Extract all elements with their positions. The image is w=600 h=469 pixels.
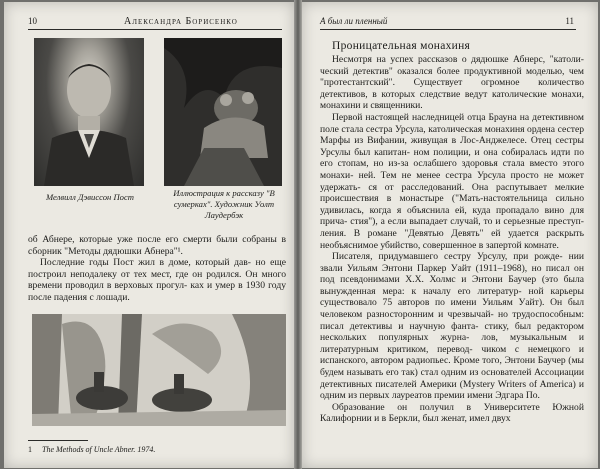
right-page-number: 11	[565, 16, 574, 26]
left-paragraph-2: Последние годы Пост жил в доме, который дав- но еще построил неподалеку от тех мест, где он родился. Он много времени проводил в верховых прогул- ках и умер в 1930 году после падения с лошади.	[28, 257, 286, 303]
footnote	[28, 445, 155, 454]
right-paragraph-1: Несмотря на успех рассказов о дядюшке Абнерс, "католи- ческий детектив" оказался более продуктивной моделью, чем "протестантский". Существует огромное количество детективов, в которых следствие ведут католические монахи, монахини и священники.	[320, 54, 584, 112]
right-paragraph-2: Первой настоящей наследницей отца Брауна на детективном поле стала сестра Урсула, католическая монахиня ордена сестер Марфы из Вифании, живущая в Лос-Анджелесе. Отец сестры Урсулы был капитан- ном полиции, и она собиралась идти по его стопам, но из-за ослабшего здоровья стала вместо этого монахи- ней. Тем не менее сестра Урсула просто не может удержать- ся от расследований. Она распутывает мелкие происшествия в монастыре ("Мать-настоятельница сильно удивилась, когда я объяснила ей, куда пропадало вино для прича- стия"), а если выпадает случай, то и серьезные преступ- ления. В романе "Девятью Девять" ей удается раскрыть необъяснимое убийство, совершенное в запертой комнате.	[320, 111, 584, 251]
left-body-text	[28, 234, 286, 304]
story-illustration	[164, 38, 282, 186]
right-paragraph-3: Писателя, придумавшего сестру Урсулу, при рожде- нии звали Уильям Энтони Паркер Уайт (1911–1968), но писал он под псевдонимами Х.Х. Холмс и Энтони Баучер (это была вынужденная мера: к началу его литератур- ной карьеры существовало 75 авторов по имени Уильям Уайт). Он был человеком разносторонним и чрезвычай- но трудоспособным: писал детективы и научную фанта- стику, был редактором нескольких популярных журна- лов, музыкальным и литературным критиком, перевод- чиком с немецкого и испанского, автором радиопьес. Кроме того, Энтони Баучер (мы будем называть его так) стал одним из основателей Ассоциации детективных писателей Америки (Mystery Writers of America) и одним из первых лауреатов премии имени Эдгара По.	[320, 251, 584, 402]
footnote-number: 1	[28, 445, 32, 454]
left-header-rule	[28, 29, 282, 30]
right-body-text	[320, 54, 584, 425]
left-paragraph-1: об Абнере, которые уже после его смерти были собраны в сборник "Методы дядюшки Абнера"¹.	[28, 234, 286, 257]
right-header-rule	[320, 29, 576, 30]
right-running-header: А был ли пленный	[320, 16, 388, 26]
left-page-number: 10	[28, 16, 37, 26]
section-title: Проницательная монахиня	[332, 40, 471, 52]
book-spine	[294, 0, 302, 469]
portrait-caption: Мелвилл Дэвиссон Пост	[46, 192, 134, 202]
right-page	[302, 2, 598, 468]
footnote-rule	[28, 440, 88, 441]
footnote-text: The Methods of Uncle Abner. 1974.	[42, 445, 156, 454]
illustration-caption: Иллюстрация к рассказу "В сумерках". Художник Уолт Лаудербэк	[173, 188, 275, 220]
portrait-photo	[34, 38, 144, 186]
right-paragraph-4: Образование он получил в Университете Южной Калифорнии и в Беркли, был женат, имел двух	[320, 401, 584, 425]
left-running-header: Александра Борисенко	[124, 16, 238, 27]
left-page	[4, 2, 294, 468]
horsemen-engraving	[32, 314, 286, 426]
